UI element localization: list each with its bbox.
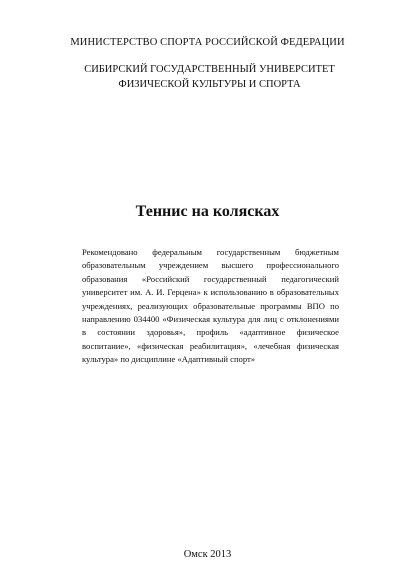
place-year: Омск 2013	[183, 549, 232, 560]
document-title: Теннис на колясках	[135, 203, 280, 220]
recommendation-text: Рекомендовано федеральным государственным бюджетным образовательным учреждением высшего профессионального образования «Российский государственный педагогический университет им. А. И. Герцена» к использованию в образовательных учреждениях, реализующих образовательные программы ВПО по направлению 034400 «Физическая культура для лиц с отклонениями в состоянии здоровья», профиль «адаптивное физическое воспитание», «физическая реабилитация», «лечебная физическая культура» по дисциплине «Адаптивный спорт»	[82, 247, 339, 365]
ministry-heading: МИНИСТЕРСТВО СПОРТА РОССИЙСКОЙ ФЕДЕРАЦИИ	[70, 37, 345, 48]
university-line-1: СИБИРСКИЙ ГОСУДАРСТВЕННЫЙ УНИВЕРСИТЕТ	[84, 64, 335, 75]
university-heading	[0, 62, 415, 92]
university-line-2: ФИЗИЧЕСКОЙ КУЛЬТУРЫ И СПОРТА	[118, 79, 301, 90]
